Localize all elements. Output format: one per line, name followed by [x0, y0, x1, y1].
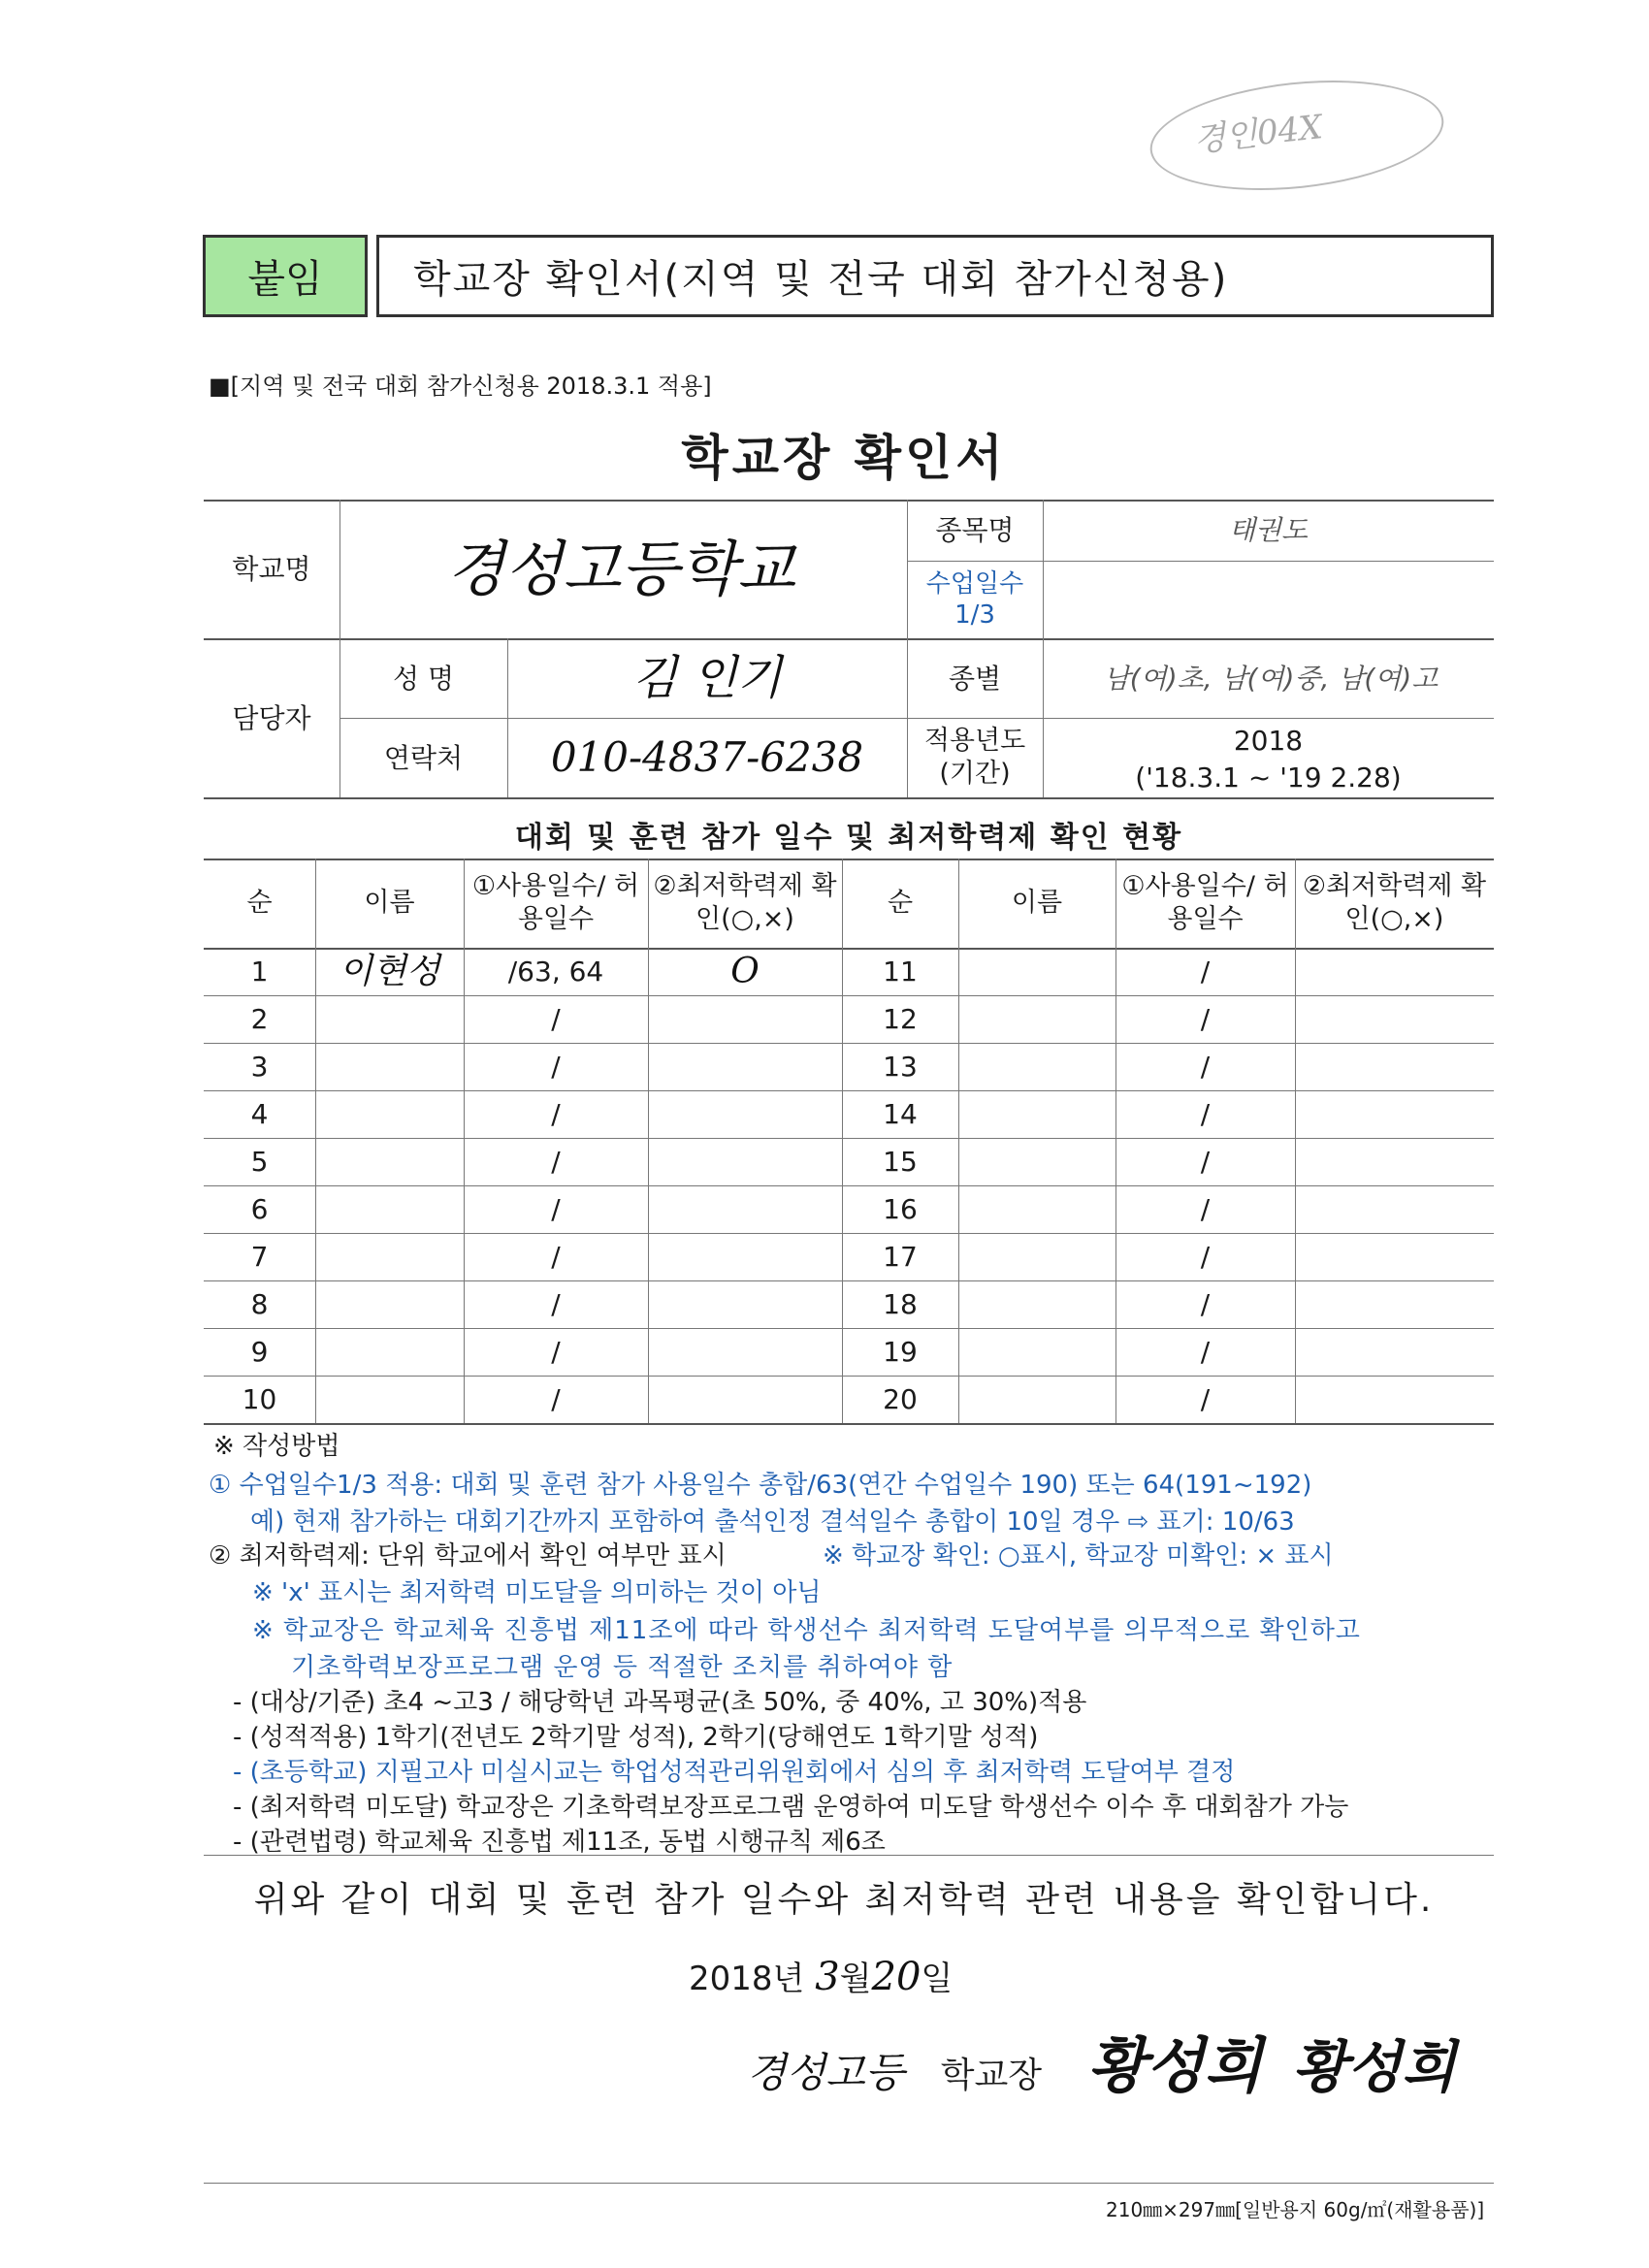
- table-cell-days: /: [551, 1336, 561, 1368]
- table-cell-days: /: [551, 1288, 561, 1320]
- principal-title: 학교장: [940, 2056, 1043, 2095]
- table-cell-days: /: [551, 1098, 561, 1130]
- table-cell-no: 5: [250, 1146, 269, 1178]
- principal-seal: 황성희: [1292, 2034, 1456, 2100]
- table-cell-no: 19: [883, 1336, 918, 1368]
- table-cell-check: [1295, 995, 1494, 1043]
- pencil-scribble-text: 경인04X: [1191, 108, 1325, 160]
- table-cell-name: [958, 1185, 1116, 1233]
- table-cell-no: 9: [250, 1336, 269, 1368]
- table-cell-no: 18: [883, 1288, 918, 1320]
- table-cell-name: [958, 1043, 1116, 1090]
- table-cell-check: [648, 1280, 842, 1328]
- date-month-unit: 월: [839, 1960, 872, 1998]
- table-cell-name: [315, 1376, 464, 1423]
- table-header-name: 이름: [1011, 888, 1063, 919]
- table-cell-days: /: [551, 1241, 561, 1273]
- table-cell-days: /: [1200, 956, 1211, 988]
- category-value: 남(여)초, 남(여)중, 남(여)고: [1103, 662, 1439, 695]
- apply-period-value: ('18.3.1 ~ '19 2.28): [1135, 761, 1402, 794]
- table-cell-name: [958, 1138, 1116, 1185]
- table-cell-name: [315, 995, 464, 1043]
- note-4b: 기초학력보장프로그램 운영 등 적절한 조치를 취하여야 함: [291, 1653, 954, 1682]
- table-cell-days: /: [551, 1003, 561, 1035]
- table-cell-no: 20: [883, 1383, 918, 1415]
- table-cell-name: [315, 1328, 464, 1376]
- table-cell-days: /: [1200, 1193, 1211, 1225]
- table-cell-check: [648, 1185, 842, 1233]
- table-cell-check: [1295, 1090, 1494, 1138]
- table-cell-days: /: [551, 1383, 561, 1415]
- detail-4: - (최저학력 미도달) 학교장은 기초학력보장프로그램 운영하여 미도달 학생선수 이수 후 대회참가 가능: [233, 1793, 1349, 1822]
- table-header-check: ②최저학력제 확인(○,×): [1302, 871, 1487, 934]
- table-cell-no: 11: [883, 956, 918, 988]
- class-days-label: 수업일수 1/3: [925, 568, 1024, 630]
- table-cell-no: 6: [250, 1193, 269, 1225]
- paper-spec-footer: 210㎜×297㎜[일반용지 60g/㎡(재활용품)]: [1106, 2198, 1485, 2221]
- section-heading: 대회 및 훈련 참가 일수 및 최저학력제 확인 현황: [514, 821, 1183, 855]
- detail-2: - (성적적용) 1학기(전년도 2학기말 성적), 2학기(당해연도 1학기말 성적): [233, 1723, 1039, 1752]
- table-cell-check: [1295, 948, 1494, 995]
- table-cell-check: [648, 1090, 842, 1138]
- table-cell-check: [648, 1043, 842, 1090]
- manager-name-label: 성 명: [393, 662, 454, 695]
- table-cell-check: [1295, 1138, 1494, 1185]
- document-title: 학교장 확인서: [681, 430, 1007, 486]
- table-cell-days: /: [1200, 1051, 1211, 1083]
- detail-5: - (관련법령) 학교체육 진흥법 제11조, 동법 시행규칙 제6조: [233, 1828, 886, 1857]
- table-cell-no: 17: [883, 1241, 918, 1273]
- note-1b: 예) 현재 참가하는 대회기간까지 포함하여 출석인정 결석일수 총합이 10일 경우 ⇨ 표기: 10/63: [250, 1507, 1295, 1537]
- school-name-value: 경성고등학교: [446, 533, 795, 604]
- table-cell-name: [958, 1233, 1116, 1280]
- table-cell-check: [648, 1138, 842, 1185]
- table-cell-days: /: [1200, 1288, 1211, 1320]
- table-cell-days: /: [1200, 1383, 1211, 1415]
- confirmation-statement: 위와 같이 대회 및 훈련 참가 일수와 최저학력 관련 내용을 확인합니다.: [253, 1880, 1435, 1920]
- table-cell-no: 10: [242, 1383, 277, 1415]
- event-label: 종목명: [935, 514, 1015, 546]
- table-cell-name: [958, 1328, 1116, 1376]
- table-cell-name: [958, 948, 1116, 995]
- date-month: 3: [815, 1955, 840, 1999]
- note-1a: ① 수업일수1/3 적용: 대회 및 훈련 참가 사용일수 총합/63(연간 수업일수 190) 또는 64(191~192): [209, 1471, 1312, 1500]
- table-cell-no: 4: [250, 1098, 269, 1130]
- table-cell-no: 15: [883, 1146, 918, 1178]
- header-title: 학교장 확인서(지역 및 전국 대회 참가신청용): [376, 235, 1494, 317]
- table-cell-no: 1: [250, 956, 269, 988]
- manager-name-value: 김 인기: [631, 651, 783, 705]
- table-cell-check: [648, 1233, 842, 1280]
- table-cell-name: [958, 1376, 1116, 1423]
- table-cell-days: /: [551, 1193, 561, 1225]
- table-cell-check: [1295, 1280, 1494, 1328]
- table-cell-days: /: [1200, 1098, 1211, 1130]
- table-cell-no: 7: [250, 1241, 269, 1273]
- detail-1: - (대상/기준) 초4 ~고3 / 해당학년 과목평균(초 50%, 중 40%, 고 30%)적용: [233, 1688, 1087, 1717]
- principal-line: [747, 2018, 1456, 2104]
- table-cell-days: /: [1200, 1146, 1211, 1178]
- note-2a: ② 최저학력제: 단위 학교에서 확인 여부만 표시: [209, 1541, 727, 1571]
- table-cell-no: 13: [883, 1051, 918, 1083]
- table-cell-no: 2: [250, 1003, 269, 1035]
- table-cell-name: [315, 1233, 464, 1280]
- table-cell-no: 16: [883, 1193, 918, 1225]
- date-line: [689, 1952, 953, 1999]
- table-cell-check: [1295, 1185, 1494, 1233]
- table-cell-days: /: [1200, 1003, 1211, 1035]
- table-cell-check: O: [730, 952, 760, 991]
- table-cell-name: [315, 1280, 464, 1328]
- table-header-days: ①사용일수/ 허용일수: [471, 871, 640, 934]
- note-4a: ※ 학교장은 학교체육 진흥법 제11조에 따라 학생선수 최저학력 도달여부를 의무적으로 확인하고: [252, 1616, 1361, 1645]
- table-cell-check: [1295, 1328, 1494, 1376]
- event-value: 태권도: [1228, 514, 1309, 546]
- attachment-label: 붙임: [203, 235, 368, 317]
- principal-signature: 황성희: [1087, 2030, 1263, 2101]
- table-cell-name: 이현성: [339, 952, 440, 991]
- principal-school: 경성고등: [747, 2049, 905, 2096]
- table-cell-check: [648, 995, 842, 1043]
- table-cell-check: [1295, 1043, 1494, 1090]
- table-cell-no: 3: [250, 1051, 269, 1083]
- table-cell-days: /: [551, 1051, 561, 1083]
- date-day: 20: [871, 1955, 922, 1999]
- note-2b: ※ 학교장 확인: ○표시, 학교장 미확인: × 표시: [823, 1541, 1334, 1571]
- apply-note: ■[지역 및 전국 대회 참가신청용 2018.3.1 적용]: [209, 373, 712, 400]
- category-label: 종별: [948, 662, 1002, 695]
- table-cell-check: [1295, 1376, 1494, 1423]
- table-cell-name: [958, 1090, 1116, 1138]
- table-cell-check: [648, 1328, 842, 1376]
- table-cell-days: /: [551, 1146, 561, 1178]
- contact-label: 연락처: [383, 741, 464, 774]
- school-name-label: 학교명: [232, 553, 311, 585]
- table-cell-name: [958, 1280, 1116, 1328]
- table-header-check: ②최저학력제 확인(○,×): [653, 871, 837, 934]
- table-cell-name: [315, 1090, 464, 1138]
- notes-heading: ※ 작성방법: [213, 1432, 340, 1461]
- apply-year-value: 2018: [1233, 724, 1304, 757]
- table-cell-days: /: [1200, 1336, 1211, 1368]
- table-cell-days: /: [1200, 1241, 1211, 1273]
- table-cell-name: [958, 995, 1116, 1043]
- table-cell-name: [315, 1043, 464, 1090]
- table-header-name: 이름: [364, 888, 415, 919]
- table-header-days: ①사용일수/ 허용일수: [1121, 871, 1289, 934]
- table-header-no: 순: [887, 888, 914, 919]
- manager-label: 담당자: [232, 701, 311, 734]
- table-cell-check: [1295, 1233, 1494, 1280]
- detail-3: - (초등학교) 지필고사 미실시교는 학업성적관리위원회에서 심의 후 최저학력 도달여부 결정: [233, 1758, 1236, 1787]
- table-cell-name: [315, 1185, 464, 1233]
- date-day-unit: 일: [921, 1960, 954, 1998]
- table-cell-name: [315, 1138, 464, 1185]
- date-year: 2018년: [689, 1960, 805, 1998]
- table-header-no: 순: [246, 888, 273, 919]
- table-cell-no: 12: [883, 1003, 918, 1035]
- table-cell-no: 8: [250, 1288, 269, 1320]
- table-cell-days: /63, 64: [507, 956, 604, 988]
- note-3: ※ 'x' 표시는 최저학력 미도달을 의미하는 것이 아님: [252, 1578, 822, 1607]
- table-cell-no: 14: [883, 1098, 918, 1130]
- apply-year-label: 적용년도 (기간): [923, 726, 1026, 789]
- contact-value: 010-4837-6238: [550, 732, 864, 781]
- table-cell-check: [648, 1376, 842, 1423]
